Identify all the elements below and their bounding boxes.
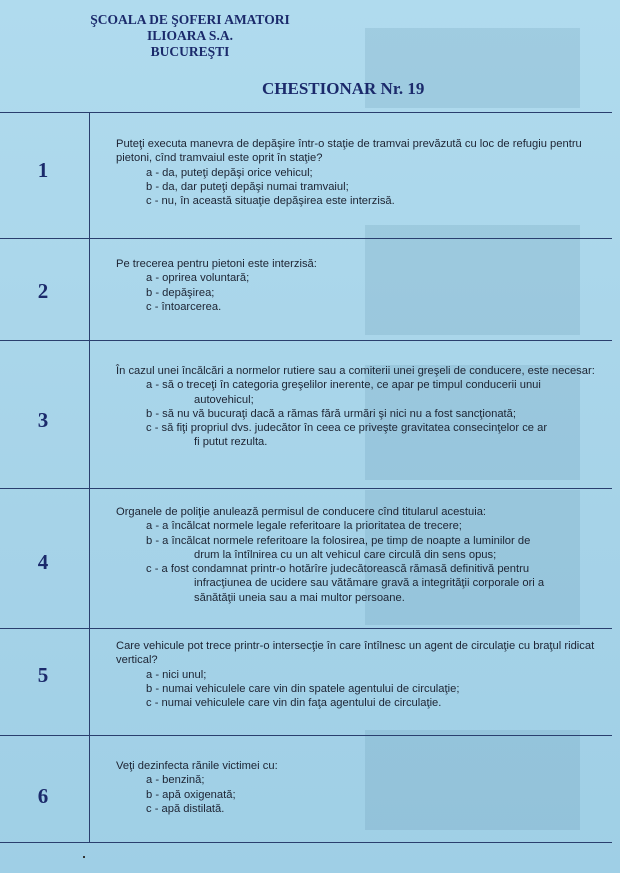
question-block	[116, 505, 596, 605]
divider	[0, 842, 612, 843]
divider	[0, 488, 612, 489]
question-number: 2	[37, 279, 49, 303]
answer-option: c - nu, în această situaţie depăşirea este interzisă.	[146, 195, 395, 208]
answer-option: c - întoarcerea.	[146, 300, 222, 313]
divider	[0, 112, 612, 113]
page-title: CHESTIONAR Nr. 19	[262, 79, 425, 98]
answer-option: a - nici unul;	[146, 668, 207, 681]
school-header	[70, 12, 310, 60]
answer-line: sănătăţii uneia sau a mai multor persoane.	[194, 591, 405, 604]
question-number: 1	[37, 158, 49, 182]
answer-option: b - apă oxigenată;	[146, 788, 236, 801]
answer-option	[116, 562, 596, 605]
school-city: BUCUREŞTI	[150, 44, 230, 59]
question-text: Organele de poliţie anulează permisul de conducere cînd titularul acestuia:	[116, 506, 487, 518]
answer-option	[116, 407, 596, 421]
answer-option: c - apă distilată.	[146, 802, 225, 815]
answer-option: b - depăşirea;	[146, 286, 215, 299]
question-block	[116, 639, 596, 710]
divider	[0, 340, 612, 341]
divider	[0, 238, 612, 239]
answer-option: b - da, dar puteţi depăşi numai tramvaiul;	[146, 180, 349, 193]
answer-option	[116, 378, 596, 407]
answer-line: drum la întîlnirea cu un alt vehicul care circulă din sens opus;	[194, 548, 497, 561]
question-text: Pe trecerea pentru pietoni este interzisă:	[116, 258, 317, 270]
answer-line: a - să o treceţi în categoria greşelilor inerente, ce apar pe timpul conducerii unui	[146, 379, 541, 392]
answer-option: a - benzină;	[146, 774, 205, 787]
answer-line: c - a fost condamnat printr-o hotărîre judecătorească rămasă definitivă pentru	[146, 563, 530, 576]
answer-line: autovehicul;	[194, 393, 254, 406]
answer-line: c - să fiţi propriul dvs. judecător în ceea ce priveşte gravitatea consecinţelor ce ar	[146, 422, 548, 435]
question-block	[116, 759, 596, 816]
scan-speck	[83, 856, 85, 858]
question-number: 5	[37, 663, 49, 687]
school-company: ILIOARA S.A.	[147, 28, 233, 43]
question-text: Veţi dezinfecta rănile victimei cu:	[116, 760, 278, 772]
divider	[0, 628, 612, 629]
answer-option: c - numai vehiculele care vin din faţa agentului de circulaţie.	[146, 697, 442, 710]
answer-line: a - a încălcat normele legale referitoare la prioritatea de trecere;	[146, 520, 462, 533]
answer-option	[116, 534, 596, 563]
answer-option	[116, 519, 596, 533]
answer-option	[116, 421, 596, 450]
question-text: În cazul unei încălcări a normelor rutiere sau a comiterii unei greşeli de conducere, este necesar:	[116, 365, 595, 377]
answer-line: b - să nu vă bucuraţi dacă a rămas fără urmări şi nici nu a fost sancţionată;	[146, 407, 516, 420]
answer-option: b - numai vehiculele care vin din spatele agentului de circulaţie;	[146, 682, 460, 695]
question-number: 4	[37, 550, 49, 574]
answer-option: a - da, puteţi depăşi orice vehicul;	[146, 166, 313, 179]
question-block	[116, 137, 596, 208]
question-text: Care vehicule pot trece printr-o intersecţie în care întîlnesc un agent de circulaţie cu braţul ridicat vertical?	[116, 640, 595, 667]
answer-line: fi putut rezulta.	[194, 436, 268, 449]
question-block	[116, 257, 596, 314]
divider	[0, 735, 612, 736]
question-number: 3	[37, 408, 49, 432]
answer-line: infracţiunea de ucidere sau vătămare gravă a integrităţii corporale ori a	[194, 577, 545, 590]
question-number: 6	[37, 784, 49, 808]
answer-line: b - a încălcat normele referitoare la folosirea, pe timp de noapte a luminilor de	[146, 534, 531, 547]
column-divider	[89, 112, 90, 842]
question-block	[116, 364, 596, 450]
question-text: Puteţi executa manevra de depăşire într-o staţie de tramvai prevăzută cu loc de refugiu pentru pietoni, cînd tramvaiul este oprit în staţie?	[116, 138, 582, 165]
school-name: ŞCOALA DE ŞOFERI AMATORI	[90, 12, 290, 27]
answer-option: a - oprirea voluntară;	[146, 272, 250, 285]
